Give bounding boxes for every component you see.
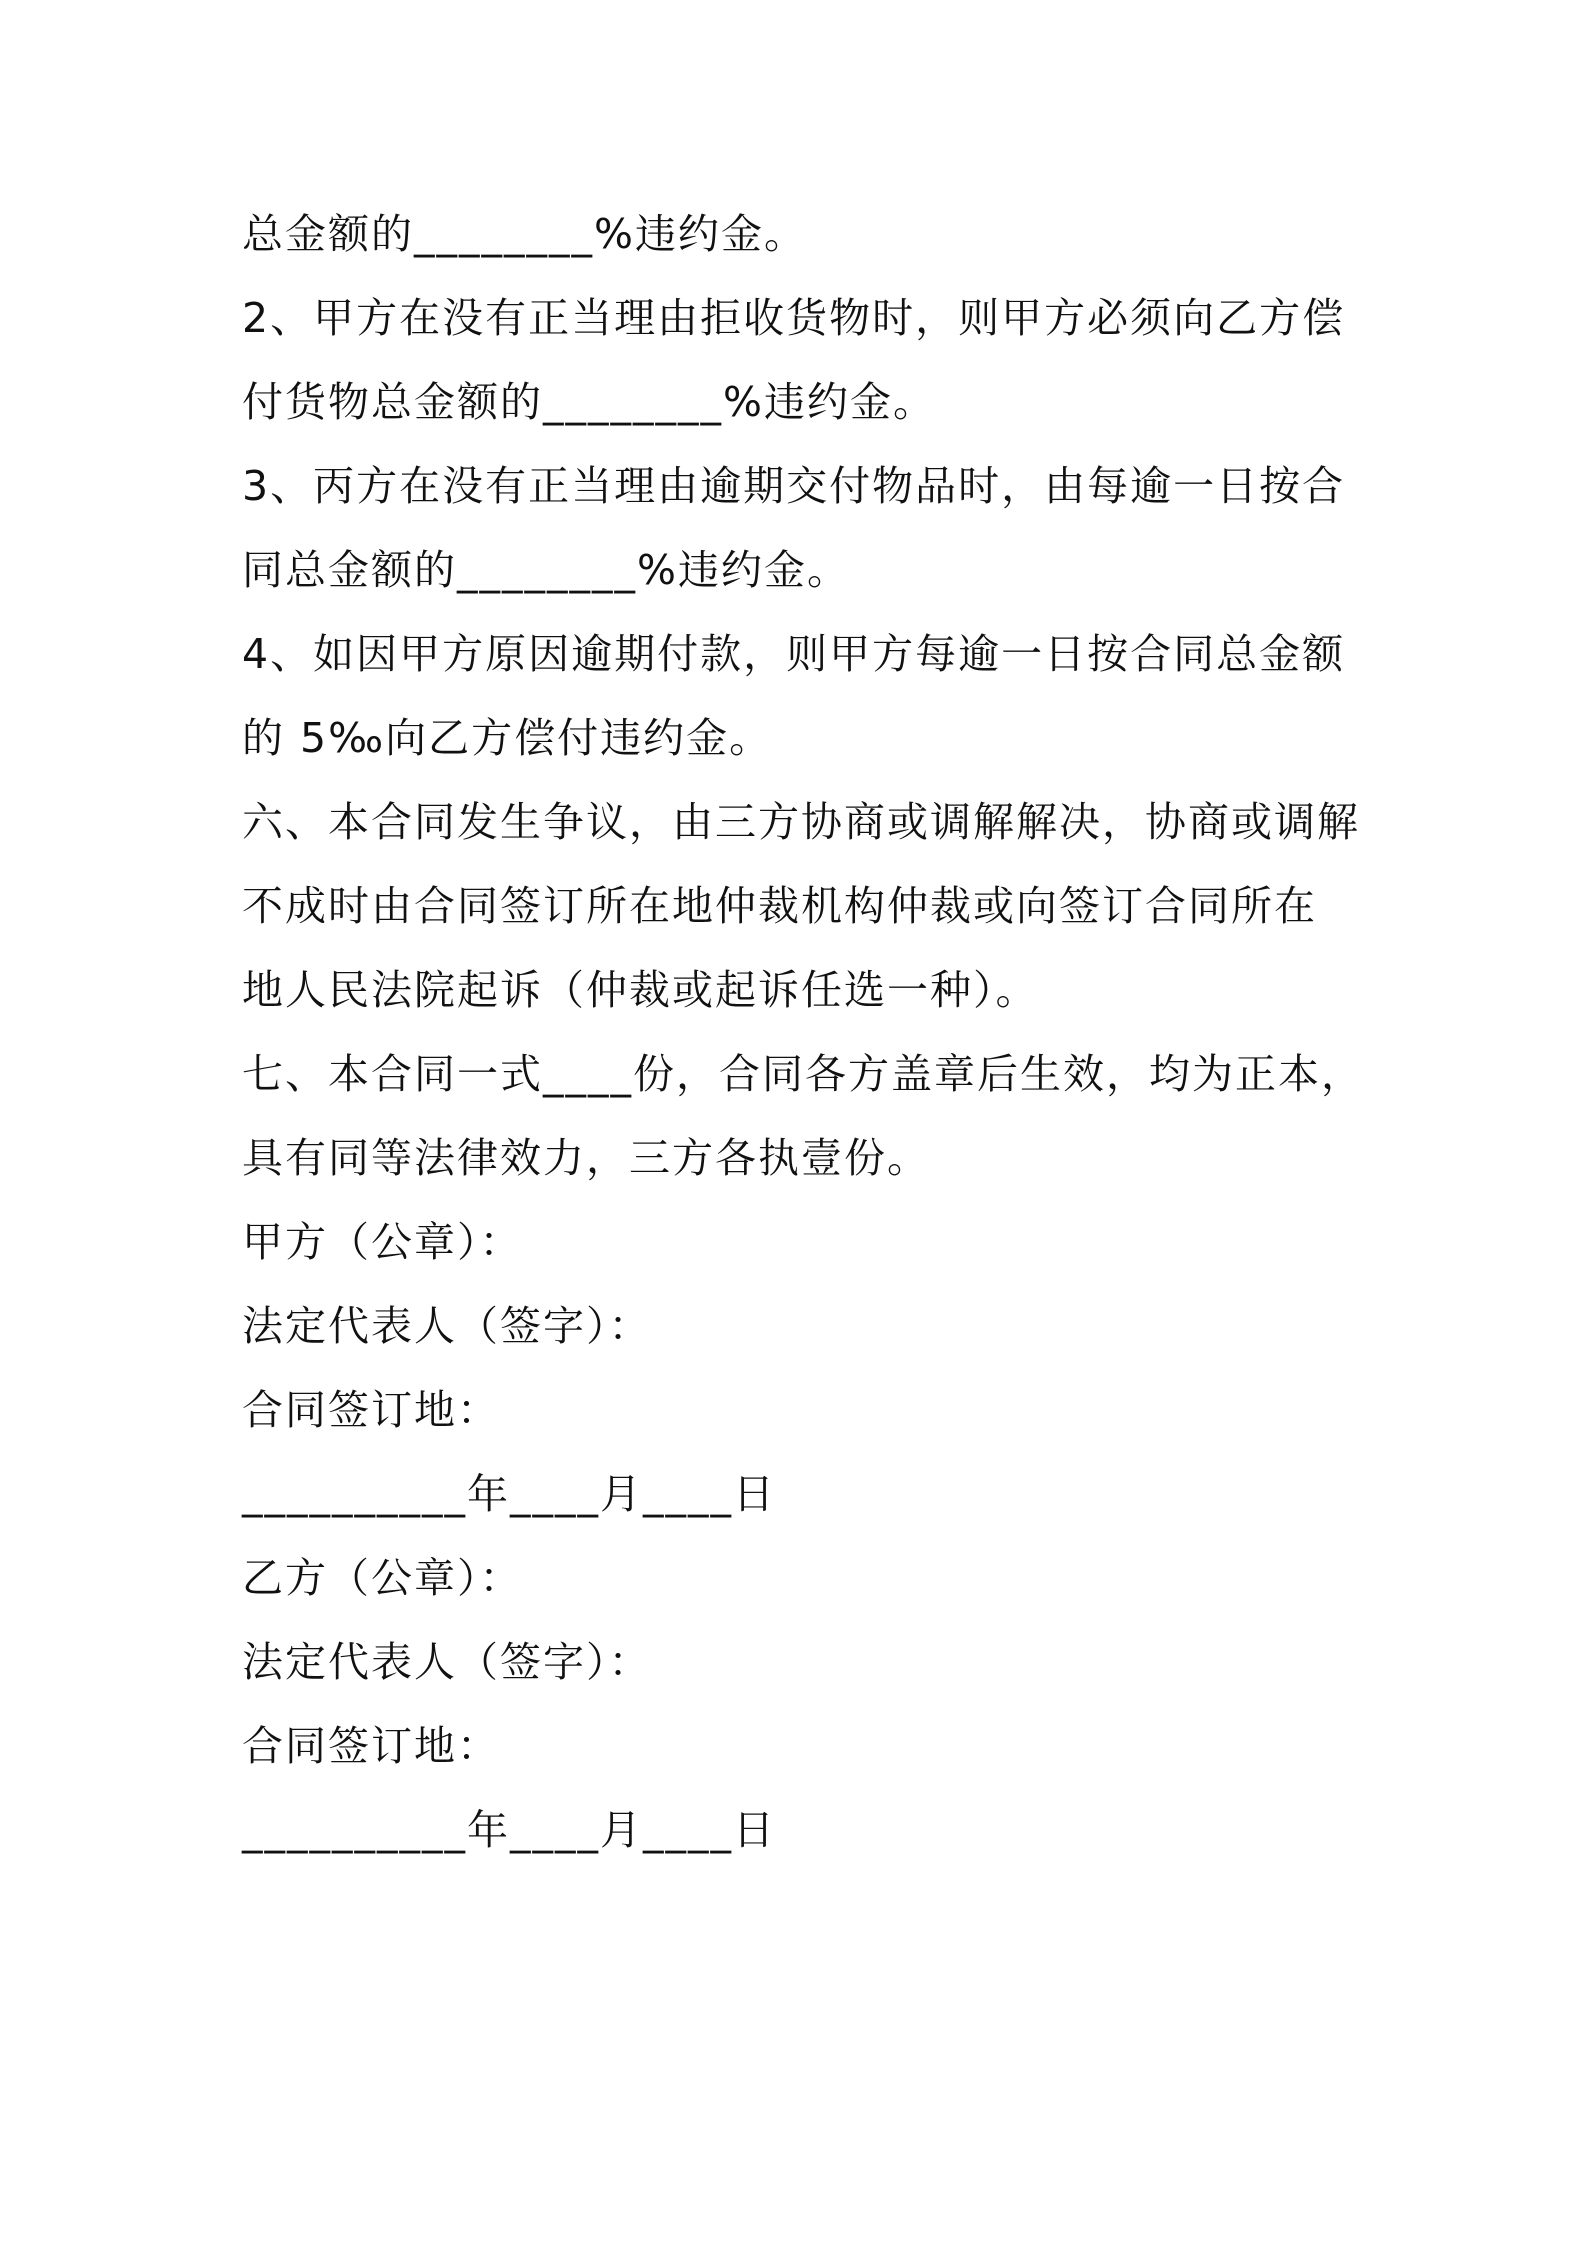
- document-body: [242, 192, 1362, 1872]
- text-line: 3、丙方在没有正当理由逾期交付物品时，由每逾一日按合: [242, 462, 1346, 510]
- text-line: 4、如因甲方原因逾期付款，则甲方每逾一日按合同总金额: [242, 630, 1346, 678]
- text-line: 付货物总金额的________%违约金。: [242, 378, 936, 426]
- text-line: 七、本合同一式____份，合同各方盖章后生效，均为正本，: [242, 1050, 1364, 1098]
- text-line: 具有同等法律效力，三方各执壹份。: [242, 1134, 930, 1182]
- text-line: 六、本合同发生争议，由三方协商或调解解决，协商或调解: [242, 798, 1360, 846]
- text-line: 地人民法院起诉（仲裁或起诉任选一种）。: [242, 966, 1039, 1014]
- party-a-date-line: __________年____月____日: [242, 1470, 776, 1518]
- party-b-representative-label: 法定代表人（签字）：: [242, 1638, 652, 1686]
- party-a-signing-place-label: 合同签订地：: [242, 1386, 500, 1434]
- party-b-date-line: __________年____月____日: [242, 1806, 776, 1854]
- text-line: 不成时由合同签订所在地仲裁机构仲裁或向签订合同所在: [242, 882, 1317, 930]
- party-a-representative-label: 法定代表人（签字）：: [242, 1302, 652, 1350]
- text-line: 的 5‰向乙方偿付违约金。: [242, 714, 773, 762]
- text-line: 同总金额的________%违约金。: [242, 546, 850, 594]
- party-a-seal-label: 甲方（公章）：: [242, 1218, 523, 1266]
- text-line: 总金额的________%违约金。: [242, 210, 807, 258]
- text-line: 2、甲方在没有正当理由拒收货物时，则甲方必须向乙方偿: [242, 294, 1346, 342]
- party-b-seal-label: 乙方（公章）：: [242, 1554, 523, 1602]
- party-b-signing-place-label: 合同签订地：: [242, 1722, 500, 1770]
